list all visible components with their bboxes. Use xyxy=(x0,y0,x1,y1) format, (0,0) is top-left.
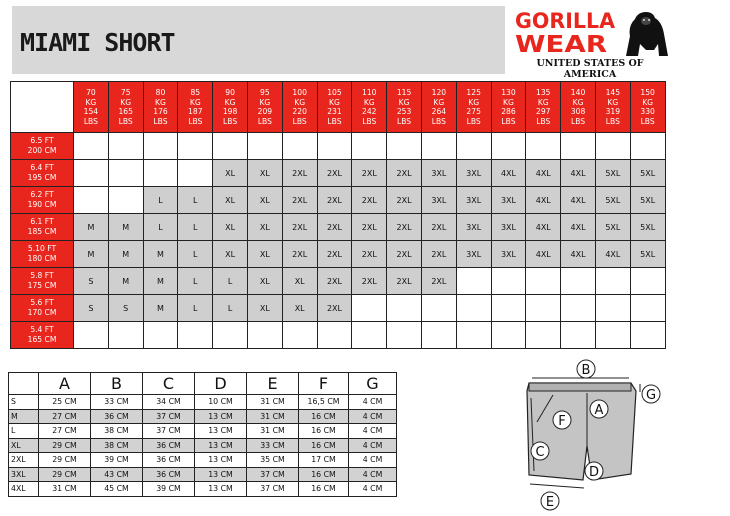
measure-value: 31 CM xyxy=(39,482,91,497)
measure-row xyxy=(9,438,397,453)
size-cell xyxy=(143,160,178,187)
size-cell: S xyxy=(74,295,109,322)
size-cell xyxy=(247,133,282,160)
size-cell: L xyxy=(178,295,213,322)
size-cell xyxy=(74,322,109,349)
weight-header: 75 KG 165 LBS xyxy=(108,82,143,133)
size-cell xyxy=(108,160,143,187)
size-cell: 2XL xyxy=(421,241,456,268)
measure-value: 16 CM xyxy=(299,424,349,439)
measure-value: 16 CM xyxy=(299,409,349,424)
measure-value: 16,5 CM xyxy=(299,395,349,410)
size-cell xyxy=(491,268,526,295)
size-cell xyxy=(561,295,596,322)
size-cell: 4XL xyxy=(561,187,596,214)
size-cell xyxy=(491,295,526,322)
size-cell xyxy=(456,295,491,322)
waistband-icon xyxy=(529,383,631,391)
size-cell xyxy=(108,322,143,349)
measure-value: 37 CM xyxy=(143,424,195,439)
svg-text:A: A xyxy=(594,403,604,418)
size-chart-table xyxy=(10,81,666,349)
measure-value: 33 CM xyxy=(247,438,299,453)
size-cell: XL xyxy=(282,295,317,322)
measure-column-header: G xyxy=(349,373,397,395)
size-cell: 3XL xyxy=(456,241,491,268)
size-cell: 2XL xyxy=(352,187,387,214)
shorts-outline-icon xyxy=(527,383,636,480)
height-row xyxy=(11,241,666,268)
measure-value: 13 CM xyxy=(195,424,247,439)
height-row xyxy=(11,160,666,187)
size-cell: 3XL xyxy=(491,214,526,241)
size-cell: XL xyxy=(247,160,282,187)
weight-header: 70 KG 154 LBS xyxy=(74,82,109,133)
size-cell xyxy=(178,133,213,160)
size-cell: 3XL xyxy=(456,214,491,241)
size-cell: XL xyxy=(213,214,248,241)
size-cell: L xyxy=(178,268,213,295)
weight-header: 150 KG 330 LBS xyxy=(630,82,665,133)
measure-value: 31 CM xyxy=(247,395,299,410)
size-cell xyxy=(143,322,178,349)
size-cell: 3XL xyxy=(491,187,526,214)
size-cell xyxy=(352,133,387,160)
weight-header: 110 KG 242 LBS xyxy=(352,82,387,133)
measure-size-label: 2XL xyxy=(9,453,39,468)
size-cell: 2XL xyxy=(352,268,387,295)
measure-value: 31 CM xyxy=(247,424,299,439)
height-header: 6.1 FT 185 CM xyxy=(11,214,74,241)
size-cell: 3XL xyxy=(456,187,491,214)
height-row xyxy=(11,133,666,160)
measure-row xyxy=(9,395,397,410)
size-cell: 2XL xyxy=(317,295,352,322)
size-cell xyxy=(491,322,526,349)
measure-value: 36 CM xyxy=(143,438,195,453)
header-banner xyxy=(12,6,505,74)
size-cell xyxy=(213,322,248,349)
measure-column-header: D xyxy=(195,373,247,395)
weight-header: 135 KG 297 LBS xyxy=(526,82,561,133)
size-cell: M xyxy=(108,241,143,268)
size-cell: 4XL xyxy=(526,214,561,241)
size-cell xyxy=(178,160,213,187)
measure-value: 37 CM xyxy=(247,482,299,497)
size-cell xyxy=(526,322,561,349)
size-cell: 2XL xyxy=(352,160,387,187)
measure-corner-cell xyxy=(9,373,39,395)
svg-text:E: E xyxy=(545,495,555,510)
size-cell xyxy=(282,322,317,349)
size-cell: S xyxy=(108,295,143,322)
size-cell xyxy=(213,133,248,160)
size-cell: 2XL xyxy=(317,268,352,295)
label-c xyxy=(531,442,549,460)
brand-logo xyxy=(512,6,668,80)
logo-line1: GORILLA xyxy=(515,9,616,33)
size-cell: 2XL xyxy=(387,268,422,295)
size-cell: 4XL xyxy=(561,214,596,241)
size-cell xyxy=(74,187,109,214)
size-cell: XL xyxy=(247,187,282,214)
measure-header-row xyxy=(9,373,397,395)
size-cell xyxy=(421,295,456,322)
weight-header: 90 KG 198 LBS xyxy=(213,82,248,133)
size-cell xyxy=(352,295,387,322)
size-cell xyxy=(630,133,665,160)
measure-column-header: E xyxy=(247,373,299,395)
size-cell: S xyxy=(74,268,109,295)
size-cell xyxy=(526,295,561,322)
height-row xyxy=(11,187,666,214)
size-cell xyxy=(387,133,422,160)
size-cell: 2XL xyxy=(317,160,352,187)
size-cell xyxy=(456,133,491,160)
measure-value: 4 CM xyxy=(349,438,397,453)
size-cell: M xyxy=(108,214,143,241)
size-cell xyxy=(561,133,596,160)
size-cell xyxy=(108,133,143,160)
height-header: 6.5 FT 200 CM xyxy=(11,133,74,160)
size-cell: L xyxy=(178,241,213,268)
weight-header: 105 KG 231 LBS xyxy=(317,82,352,133)
measure-value: 16 CM xyxy=(299,467,349,482)
measure-value: 27 CM xyxy=(39,409,91,424)
size-cell xyxy=(630,295,665,322)
logo-subtitle: UNITED STATES OF AMERICA xyxy=(536,58,644,80)
size-cell xyxy=(387,295,422,322)
svg-text:D: D xyxy=(588,465,600,480)
size-cell: 4XL xyxy=(526,241,561,268)
size-cell: 2XL xyxy=(421,268,456,295)
measure-value: 4 CM xyxy=(349,395,397,410)
size-cell xyxy=(561,268,596,295)
measure-size-label: M xyxy=(9,409,39,424)
size-cell xyxy=(74,160,109,187)
weight-header: 130 KG 286 LBS xyxy=(491,82,526,133)
weight-header: 80 KG 176 LBS xyxy=(143,82,178,133)
size-cell: 4XL xyxy=(561,160,596,187)
size-cell: L xyxy=(178,214,213,241)
size-cell: L xyxy=(213,295,248,322)
size-cell: 5XL xyxy=(630,241,665,268)
size-cell xyxy=(630,268,665,295)
measure-value: 29 CM xyxy=(39,438,91,453)
measure-row xyxy=(9,409,397,424)
measure-row xyxy=(9,467,397,482)
label-d xyxy=(585,462,603,480)
measure-column-header: B xyxy=(91,373,143,395)
corner-cell xyxy=(11,82,74,133)
size-cell: 2XL xyxy=(317,241,352,268)
size-cell: 5XL xyxy=(595,160,630,187)
size-cell: 2XL xyxy=(387,241,422,268)
height-header: 6.2 FT 190 CM xyxy=(11,187,74,214)
measure-value: 13 CM xyxy=(195,438,247,453)
size-cell xyxy=(108,187,143,214)
size-cell: L xyxy=(213,268,248,295)
svg-text:G: G xyxy=(645,388,657,403)
size-cell xyxy=(74,133,109,160)
label-e xyxy=(541,492,559,510)
height-row xyxy=(11,268,666,295)
measure-line-e xyxy=(530,484,584,488)
size-cell: 2XL xyxy=(282,187,317,214)
measure-row xyxy=(9,453,397,468)
size-cell: 2XL xyxy=(282,160,317,187)
height-row xyxy=(11,322,666,349)
weight-header-row xyxy=(11,82,666,133)
size-cell xyxy=(143,133,178,160)
size-cell: XL xyxy=(247,295,282,322)
measure-value: 10 CM xyxy=(195,395,247,410)
size-cell: 2XL xyxy=(282,241,317,268)
measure-size-label: 3XL xyxy=(9,467,39,482)
weight-header: 140 KG 308 LBS xyxy=(561,82,596,133)
size-cell xyxy=(456,322,491,349)
size-cell: 2XL xyxy=(352,214,387,241)
measure-value: 13 CM xyxy=(195,409,247,424)
size-cell xyxy=(526,133,561,160)
size-cell xyxy=(421,322,456,349)
weight-header: 145 KG 319 LBS xyxy=(595,82,630,133)
size-cell: 4XL xyxy=(491,160,526,187)
measure-value: 4 CM xyxy=(349,424,397,439)
measure-value: 13 CM xyxy=(195,482,247,497)
measure-value: 38 CM xyxy=(91,424,143,439)
measure-value: 13 CM xyxy=(195,467,247,482)
svg-text:F: F xyxy=(558,414,566,429)
measure-value: 38 CM xyxy=(91,438,143,453)
size-cell xyxy=(561,322,596,349)
size-cell: 4XL xyxy=(595,241,630,268)
shorts-diagram xyxy=(512,356,672,514)
measurements-table xyxy=(8,372,397,497)
measure-value: 4 CM xyxy=(349,467,397,482)
size-cell: 5XL xyxy=(630,187,665,214)
size-cell xyxy=(421,133,456,160)
height-header: 5.6 FT 170 CM xyxy=(11,295,74,322)
measure-value: 29 CM xyxy=(39,453,91,468)
weight-header: 95 KG 209 LBS xyxy=(247,82,282,133)
size-cell: 3XL xyxy=(491,241,526,268)
size-cell xyxy=(595,295,630,322)
measure-value: 36 CM xyxy=(143,467,195,482)
size-cell: 4XL xyxy=(526,187,561,214)
svg-text:B: B xyxy=(581,363,591,378)
gorilla-silhouette-icon xyxy=(626,12,668,56)
size-cell: XL xyxy=(213,160,248,187)
weight-header: 115 KG 253 LBS xyxy=(387,82,422,133)
size-cell: 5XL xyxy=(630,160,665,187)
size-cell: 2XL xyxy=(317,187,352,214)
measure-row xyxy=(9,482,397,497)
measure-value: 29 CM xyxy=(39,467,91,482)
size-cell: 4XL xyxy=(561,241,596,268)
measure-value: 27 CM xyxy=(39,424,91,439)
measure-column-header: A xyxy=(39,373,91,395)
measure-value: 4 CM xyxy=(349,409,397,424)
height-header: 6.4 FT 195 CM xyxy=(11,160,74,187)
measure-column-header: C xyxy=(143,373,195,395)
size-cell: 3XL xyxy=(421,187,456,214)
size-cell: 5XL xyxy=(630,214,665,241)
size-cell: XL xyxy=(247,214,282,241)
measure-value: 4 CM xyxy=(349,482,397,497)
measure-value: 25 CM xyxy=(39,395,91,410)
size-cell xyxy=(456,268,491,295)
size-cell: XL xyxy=(247,268,282,295)
measure-value: 43 CM xyxy=(91,467,143,482)
size-cell: L xyxy=(143,187,178,214)
size-cell: 5XL xyxy=(595,214,630,241)
size-cell xyxy=(595,133,630,160)
size-cell: XL xyxy=(213,241,248,268)
size-cell: 5XL xyxy=(595,187,630,214)
size-cell: 2XL xyxy=(387,214,422,241)
measure-row xyxy=(9,424,397,439)
measure-value: 33 CM xyxy=(91,395,143,410)
measure-value: 45 CM xyxy=(91,482,143,497)
size-cell xyxy=(595,322,630,349)
gorilla-logo-icon xyxy=(512,6,668,58)
size-cell: M xyxy=(143,295,178,322)
size-cell xyxy=(387,322,422,349)
size-cell: M xyxy=(74,214,109,241)
size-cell xyxy=(595,268,630,295)
measure-value: 35 CM xyxy=(247,453,299,468)
measure-value: 16 CM xyxy=(299,438,349,453)
size-cell: 4XL xyxy=(526,160,561,187)
size-cell xyxy=(317,133,352,160)
height-row xyxy=(11,214,666,241)
size-cell: M xyxy=(74,241,109,268)
label-g xyxy=(642,385,660,403)
size-cell: L xyxy=(143,214,178,241)
height-header: 5.8 FT 175 CM xyxy=(11,268,74,295)
size-cell xyxy=(247,322,282,349)
measure-value: 34 CM xyxy=(143,395,195,410)
measure-value: 4 CM xyxy=(349,453,397,468)
weight-header: 120 KG 264 LBS xyxy=(421,82,456,133)
page-title: MIAMI SHORT xyxy=(20,28,175,57)
size-cell: 3XL xyxy=(456,160,491,187)
size-cell xyxy=(282,133,317,160)
height-row xyxy=(11,295,666,322)
measure-column-header: F xyxy=(299,373,349,395)
measure-size-label: XL xyxy=(9,438,39,453)
label-f xyxy=(553,411,571,429)
size-cell: 2XL xyxy=(317,214,352,241)
size-cell: 2XL xyxy=(282,214,317,241)
size-cell: L xyxy=(178,187,213,214)
size-cell xyxy=(526,268,561,295)
measure-value: 31 CM xyxy=(247,409,299,424)
weight-header: 125 KG 275 LBS xyxy=(456,82,491,133)
measure-size-label: L xyxy=(9,424,39,439)
label-a xyxy=(590,400,608,418)
weight-header: 100 KG 220 LBS xyxy=(282,82,317,133)
svg-text:C: C xyxy=(535,445,545,460)
size-cell xyxy=(178,322,213,349)
measure-value: 39 CM xyxy=(143,482,195,497)
measure-size-label: 4XL xyxy=(9,482,39,497)
size-cell xyxy=(491,133,526,160)
logo-line2: WEAR xyxy=(515,32,608,58)
size-cell: M xyxy=(108,268,143,295)
measure-value: 36 CM xyxy=(143,453,195,468)
measure-value: 36 CM xyxy=(91,409,143,424)
weight-header: 85 KG 187 LBS xyxy=(178,82,213,133)
measure-size-label: S xyxy=(9,395,39,410)
measure-value: 16 CM xyxy=(299,482,349,497)
size-cell xyxy=(352,322,387,349)
size-cell: XL xyxy=(282,268,317,295)
label-b xyxy=(577,360,595,378)
size-cell: 3XL xyxy=(421,160,456,187)
measure-value: 39 CM xyxy=(91,453,143,468)
measure-value: 37 CM xyxy=(247,467,299,482)
size-cell: 2XL xyxy=(387,160,422,187)
size-cell: XL xyxy=(213,187,248,214)
measure-value: 37 CM xyxy=(143,409,195,424)
size-cell: M xyxy=(143,268,178,295)
size-cell: 2XL xyxy=(352,241,387,268)
size-cell xyxy=(317,322,352,349)
size-cell: XL xyxy=(247,241,282,268)
measure-value: 13 CM xyxy=(195,453,247,468)
measure-value: 17 CM xyxy=(299,453,349,468)
size-cell xyxy=(630,322,665,349)
size-cell: 2XL xyxy=(387,187,422,214)
size-cell: M xyxy=(143,241,178,268)
height-header: 5.10 FT 180 CM xyxy=(11,241,74,268)
height-header: 5.4 FT 165 CM xyxy=(11,322,74,349)
size-cell: 2XL xyxy=(421,214,456,241)
